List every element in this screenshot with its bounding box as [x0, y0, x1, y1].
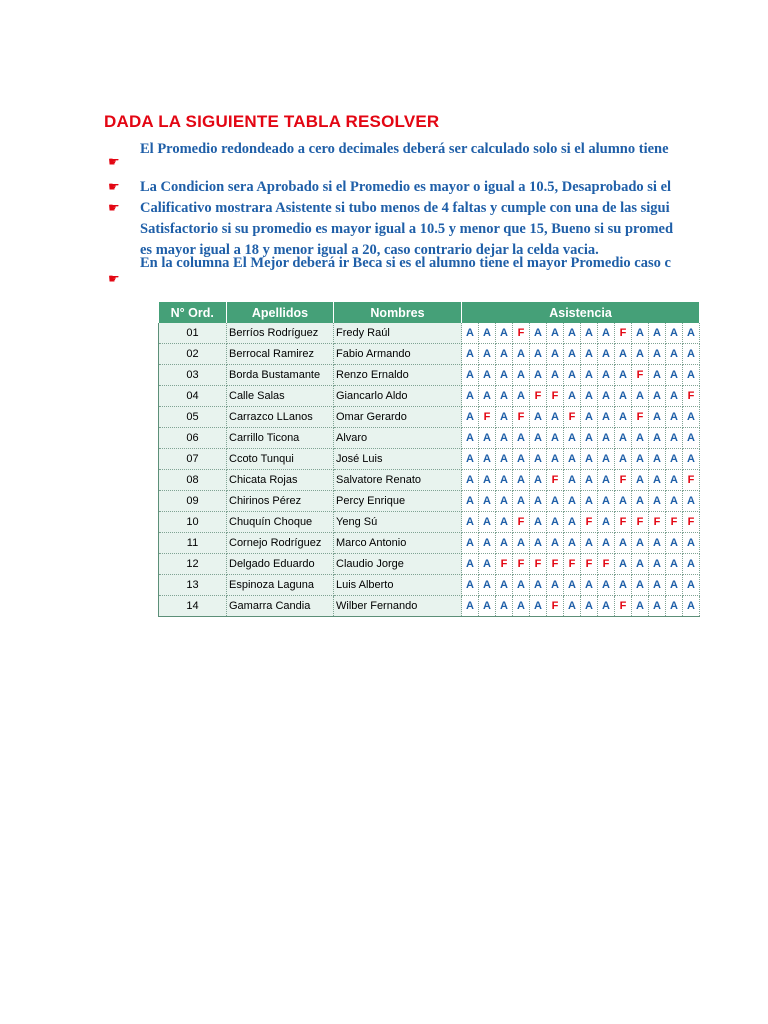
cell-attendance[interactable]: A [479, 323, 496, 344]
cell-attendance[interactable]: F [513, 512, 530, 533]
cell-attendance[interactable]: A [632, 449, 649, 470]
cell-attendance[interactable]: A [615, 365, 632, 386]
cell-attendance[interactable]: A [547, 575, 564, 596]
cell-attendance[interactable]: A [598, 512, 615, 533]
cell-attendance[interactable]: A [683, 365, 700, 386]
cell-attendance[interactable]: A [564, 365, 581, 386]
cell-last-name[interactable]: Borda Bustamante [227, 365, 334, 386]
cell-attendance[interactable]: F [530, 386, 547, 407]
header-first-name: Nombres [334, 302, 462, 323]
cell-attendance[interactable]: A [598, 491, 615, 512]
cell-num[interactable]: 10 [159, 512, 227, 533]
bullet-text: La Condicion sera Aprobado si el Promedio es mayor o igual a 10.5, Desaprobado si el [140, 179, 672, 195]
cell-attendance[interactable]: A [513, 365, 530, 386]
cell-attendance[interactable]: A [530, 407, 547, 428]
cell-attendance[interactable]: A [649, 407, 666, 428]
cell-attendance[interactable]: A [564, 428, 581, 449]
header-last-name: Apellidos [227, 302, 334, 323]
cell-attendance[interactable]: A [496, 365, 513, 386]
cell-attendance[interactable]: A [666, 554, 683, 575]
cell-attendance[interactable]: A [615, 491, 632, 512]
cell-num[interactable]: 12 [159, 554, 227, 575]
cell-attendance[interactable]: A [547, 512, 564, 533]
cell-attendance[interactable]: A [666, 596, 683, 617]
cell-attendance[interactable]: A [479, 386, 496, 407]
cell-attendance[interactable]: A [598, 407, 615, 428]
header-attendance: Asistencia [462, 302, 700, 323]
bullet-text: es mayor igual a 18 y menor igual a 20, caso contrario dejar la celda vacia. [140, 242, 599, 258]
cell-attendance[interactable]: A [462, 554, 479, 575]
cell-attendance[interactable]: A [615, 344, 632, 365]
cell-attendance[interactable]: A [496, 407, 513, 428]
pointing-hand-icon: ☛ [108, 201, 120, 216]
cell-attendance[interactable]: A [462, 449, 479, 470]
cell-last-name[interactable]: Carrillo Ticona [227, 428, 334, 449]
cell-attendance[interactable]: A [581, 365, 598, 386]
table-row [159, 512, 700, 533]
cell-attendance[interactable]: A [666, 491, 683, 512]
cell-attendance[interactable]: A [649, 575, 666, 596]
cell-attendance[interactable]: A [598, 344, 615, 365]
cell-num[interactable]: 14 [159, 596, 227, 617]
cell-attendance[interactable]: A [530, 491, 547, 512]
cell-attendance[interactable]: A [666, 575, 683, 596]
page-title: DADA LA SIGUIENTE TABLA RESOLVER [104, 112, 440, 131]
cell-attendance[interactable]: F [581, 512, 598, 533]
table-row [159, 533, 700, 554]
table-row [159, 428, 700, 449]
cell-attendance[interactable]: A [462, 575, 479, 596]
cell-attendance[interactable]: A [530, 428, 547, 449]
cell-first-name[interactable]: Omar Gerardo [334, 407, 462, 428]
cell-attendance[interactable]: A [632, 491, 649, 512]
cell-attendance[interactable]: A [581, 386, 598, 407]
cell-first-name[interactable]: Salvatore Renato [334, 470, 462, 491]
cell-attendance[interactable]: A [581, 491, 598, 512]
cell-attendance[interactable]: A [615, 554, 632, 575]
cell-num[interactable]: 07 [159, 449, 227, 470]
cell-attendance[interactable]: A [615, 428, 632, 449]
cell-attendance[interactable]: F [598, 554, 615, 575]
cell-attendance[interactable]: A [581, 407, 598, 428]
cell-attendance[interactable]: A [598, 449, 615, 470]
cell-attendance[interactable]: A [547, 407, 564, 428]
cell-first-name[interactable]: Yeng Sú [334, 512, 462, 533]
cell-attendance[interactable]: A [496, 323, 513, 344]
cell-attendance[interactable]: A [615, 575, 632, 596]
cell-attendance[interactable]: A [683, 596, 700, 617]
cell-first-name[interactable]: Wilber Fernando [334, 596, 462, 617]
cell-attendance[interactable]: A [666, 533, 683, 554]
cell-first-name[interactable]: José Luis [334, 449, 462, 470]
cell-first-name[interactable]: Marco Antonio [334, 533, 462, 554]
instructions-list [108, 141, 692, 287]
cell-attendance[interactable]: F [513, 554, 530, 575]
cell-attendance[interactable]: A [581, 323, 598, 344]
cell-attendance[interactable]: A [547, 323, 564, 344]
cell-attendance[interactable]: A [632, 428, 649, 449]
cell-num[interactable]: 11 [159, 533, 227, 554]
cell-attendance[interactable]: F [632, 365, 649, 386]
cell-attendance[interactable]: F [666, 512, 683, 533]
cell-attendance[interactable]: A [598, 386, 615, 407]
cell-attendance[interactable]: A [564, 449, 581, 470]
cell-attendance[interactable]: A [564, 512, 581, 533]
bullet-text: Calificativo mostrara Asistente si tubo menos de 4 faltas y cumple con una de las sigui [140, 200, 670, 216]
attendance-sheet [158, 302, 708, 622]
cell-attendance[interactable]: A [530, 470, 547, 491]
cell-attendance[interactable]: A [513, 596, 530, 617]
cell-attendance[interactable]: A [598, 533, 615, 554]
cell-attendance[interactable]: A [496, 470, 513, 491]
cell-attendance[interactable]: A [530, 575, 547, 596]
table-row [159, 386, 700, 407]
cell-attendance[interactable]: A [462, 596, 479, 617]
cell-attendance[interactable]: F [513, 323, 530, 344]
cell-attendance[interactable]: A [496, 344, 513, 365]
cell-attendance[interactable]: F [547, 596, 564, 617]
cell-attendance[interactable]: A [513, 533, 530, 554]
table-row [159, 323, 700, 344]
cell-attendance[interactable]: A [598, 428, 615, 449]
cell-first-name[interactable]: Luis Alberto [334, 575, 462, 596]
cell-attendance[interactable]: A [479, 449, 496, 470]
cell-last-name[interactable]: Berríos Rodríguez [227, 323, 334, 344]
cell-last-name[interactable]: Chuquín Choque [227, 512, 334, 533]
cell-attendance[interactable]: A [632, 533, 649, 554]
cell-attendance[interactable]: A [581, 575, 598, 596]
cell-attendance[interactable]: A [666, 470, 683, 491]
cell-attendance[interactable]: A [496, 512, 513, 533]
cell-attendance[interactable]: A [547, 365, 564, 386]
cell-num[interactable]: 05 [159, 407, 227, 428]
cell-attendance[interactable]: A [530, 365, 547, 386]
cell-attendance[interactable]: A [632, 575, 649, 596]
cell-attendance[interactable]: A [564, 323, 581, 344]
cell-attendance[interactable]: A [649, 323, 666, 344]
cell-last-name[interactable]: Berrocal Ramirez [227, 344, 334, 365]
cell-attendance[interactable]: A [496, 533, 513, 554]
cell-attendance[interactable]: A [683, 449, 700, 470]
cell-attendance[interactable]: A [581, 470, 598, 491]
table-row [159, 491, 700, 512]
cell-attendance[interactable]: A [462, 323, 479, 344]
cell-attendance[interactable]: A [615, 449, 632, 470]
cell-last-name[interactable]: Cornejo Rodríguez [227, 533, 334, 554]
cell-attendance[interactable]: A [598, 365, 615, 386]
cell-attendance[interactable]: A [666, 323, 683, 344]
table-row [159, 470, 700, 491]
cell-attendance[interactable]: A [496, 596, 513, 617]
bullet-item [108, 177, 692, 198]
cell-attendance[interactable]: A [666, 449, 683, 470]
cell-last-name[interactable]: Delgado Eduardo [227, 554, 334, 575]
cell-attendance[interactable]: A [462, 386, 479, 407]
cell-attendance[interactable]: A [479, 554, 496, 575]
pointing-hand-icon: ☛ [108, 272, 120, 287]
cell-attendance[interactable]: A [530, 596, 547, 617]
cell-attendance[interactable]: A [462, 428, 479, 449]
cell-attendance[interactable]: F [632, 512, 649, 533]
cell-attendance[interactable]: A [564, 575, 581, 596]
cell-attendance[interactable]: A [462, 407, 479, 428]
cell-attendance[interactable]: F [564, 407, 581, 428]
table-row [159, 449, 700, 470]
table-row [159, 554, 700, 575]
cell-first-name[interactable]: Percy Enrique [334, 491, 462, 512]
pointing-hand-icon: ☛ [108, 155, 120, 170]
cell-attendance[interactable]: A [683, 554, 700, 575]
cell-attendance[interactable]: A [615, 386, 632, 407]
cell-attendance[interactable]: A [683, 428, 700, 449]
cell-first-name[interactable]: Renzo Ernaldo [334, 365, 462, 386]
bullet-text: Satisfactorio si su promedio es mayor igual a 10.5 y menor que 15, Bueno si su promed [140, 221, 674, 237]
cell-attendance[interactable]: A [547, 449, 564, 470]
cell-attendance[interactable]: A [649, 365, 666, 386]
bullet-text: En la columna El Mejor deberá ir Beca si es el alumno tiene el mayor Promedio caso c [140, 255, 671, 271]
cell-attendance[interactable]: A [530, 344, 547, 365]
cell-attendance[interactable]: A [513, 575, 530, 596]
cell-attendance[interactable]: A [683, 344, 700, 365]
cell-num[interactable]: 08 [159, 470, 227, 491]
cell-attendance[interactable]: A [496, 491, 513, 512]
cell-last-name[interactable]: Chirinos Pérez [227, 491, 334, 512]
cell-attendance[interactable]: A [547, 533, 564, 554]
cell-attendance[interactable]: A [564, 596, 581, 617]
cell-attendance[interactable]: A [530, 533, 547, 554]
cell-attendance[interactable]: A [513, 428, 530, 449]
bullet-text: El Promedio redondeado a cero decimales deberá ser calculado solo si el alumno tiene [140, 141, 669, 157]
cell-last-name[interactable]: Espinoza Laguna [227, 575, 334, 596]
cell-attendance[interactable]: A [649, 386, 666, 407]
cell-attendance[interactable]: A [462, 365, 479, 386]
cell-attendance[interactable]: A [479, 512, 496, 533]
cell-attendance[interactable]: F [632, 407, 649, 428]
cell-attendance[interactable]: A [496, 428, 513, 449]
cell-attendance[interactable]: A [666, 365, 683, 386]
cell-attendance[interactable]: A [649, 344, 666, 365]
cell-num[interactable]: 03 [159, 365, 227, 386]
cell-attendance[interactable]: A [683, 491, 700, 512]
cell-attendance[interactable]: A [598, 470, 615, 491]
cell-first-name[interactable]: Claudio Jorge [334, 554, 462, 575]
cell-attendance[interactable]: A [632, 470, 649, 491]
cell-attendance[interactable]: F [615, 470, 632, 491]
cell-attendance[interactable]: F [547, 554, 564, 575]
table-header-row [159, 302, 700, 323]
cell-attendance[interactable]: A [530, 512, 547, 533]
cell-attendance[interactable]: A [479, 596, 496, 617]
cell-attendance[interactable]: A [479, 365, 496, 386]
cell-attendance[interactable]: A [649, 596, 666, 617]
cell-attendance[interactable]: F [479, 407, 496, 428]
cell-attendance[interactable]: A [479, 491, 496, 512]
cell-attendance[interactable]: A [462, 491, 479, 512]
cell-attendance[interactable]: A [632, 554, 649, 575]
cell-attendance[interactable]: A [666, 386, 683, 407]
cell-attendance[interactable]: A [479, 428, 496, 449]
bullet-item [108, 141, 692, 170]
cell-attendance[interactable]: F [547, 470, 564, 491]
bullet-item [108, 255, 692, 287]
cell-attendance[interactable]: A [564, 470, 581, 491]
cell-attendance[interactable]: A [581, 596, 598, 617]
cell-attendance[interactable]: A [666, 344, 683, 365]
cell-attendance[interactable]: A [683, 323, 700, 344]
cell-attendance[interactable]: F [615, 596, 632, 617]
cell-attendance[interactable]: A [479, 470, 496, 491]
cell-attendance[interactable]: A [564, 491, 581, 512]
cell-attendance[interactable]: F [683, 386, 700, 407]
table-row [159, 344, 700, 365]
cell-attendance[interactable]: A [581, 428, 598, 449]
cell-attendance[interactable]: A [513, 491, 530, 512]
cell-attendance[interactable]: A [649, 491, 666, 512]
cell-attendance[interactable]: F [547, 386, 564, 407]
cell-last-name[interactable]: Ccoto Tunqui [227, 449, 334, 470]
cell-attendance[interactable]: A [649, 554, 666, 575]
cell-attendance[interactable]: A [496, 386, 513, 407]
cell-attendance[interactable]: A [581, 344, 598, 365]
bullet-item [108, 198, 692, 219]
cell-last-name[interactable]: Gamarra Candia [227, 596, 334, 617]
cell-attendance[interactable]: A [513, 470, 530, 491]
cell-attendance[interactable]: A [564, 344, 581, 365]
cell-first-name[interactable]: Giancarlo Aldo [334, 386, 462, 407]
cell-last-name[interactable]: Carrazco LLanos [227, 407, 334, 428]
cell-attendance[interactable]: A [462, 512, 479, 533]
cell-attendance[interactable]: A [598, 596, 615, 617]
cell-attendance[interactable]: A [479, 575, 496, 596]
cell-attendance[interactable]: F [581, 554, 598, 575]
cell-attendance[interactable]: A [496, 575, 513, 596]
cell-attendance[interactable]: A [632, 344, 649, 365]
cell-attendance[interactable]: F [683, 512, 700, 533]
cell-attendance[interactable]: A [683, 407, 700, 428]
cell-attendance[interactable]: A [649, 533, 666, 554]
bullet-item-continuation [108, 219, 692, 240]
cell-attendance[interactable]: A [530, 449, 547, 470]
cell-attendance[interactable]: F [615, 512, 632, 533]
cell-attendance[interactable]: A [683, 533, 700, 554]
cell-first-name[interactable]: Alvaro [334, 428, 462, 449]
cell-attendance[interactable]: A [462, 533, 479, 554]
cell-attendance[interactable]: A [666, 407, 683, 428]
cell-attendance[interactable]: A [479, 533, 496, 554]
table-row [159, 407, 700, 428]
cell-last-name[interactable]: Chicata Rojas [227, 470, 334, 491]
table-row [159, 575, 700, 596]
cell-num[interactable]: 02 [159, 344, 227, 365]
cell-last-name[interactable]: Calle Salas [227, 386, 334, 407]
cell-attendance[interactable]: A [547, 428, 564, 449]
cell-attendance[interactable]: F [496, 554, 513, 575]
cell-attendance[interactable]: A [564, 386, 581, 407]
cell-attendance[interactable]: A [513, 449, 530, 470]
header-num: N° Ord. [159, 302, 227, 323]
cell-attendance[interactable]: A [513, 386, 530, 407]
cell-attendance[interactable]: A [615, 407, 632, 428]
cell-first-name[interactable]: Fabio Armando [334, 344, 462, 365]
cell-attendance[interactable]: A [666, 428, 683, 449]
cell-attendance[interactable]: F [649, 512, 666, 533]
table-row [159, 365, 700, 386]
cell-attendance[interactable]: F [564, 554, 581, 575]
cell-attendance[interactable]: A [632, 596, 649, 617]
cell-attendance[interactable]: A [683, 575, 700, 596]
pointing-hand-icon: ☛ [108, 180, 120, 195]
cell-attendance[interactable]: A [564, 533, 581, 554]
cell-attendance[interactable]: A [479, 344, 496, 365]
cell-attendance[interactable]: A [615, 533, 632, 554]
attendance-table [158, 302, 700, 617]
cell-attendance[interactable]: A [598, 323, 615, 344]
cell-attendance[interactable]: A [649, 428, 666, 449]
cell-attendance[interactable]: A [462, 344, 479, 365]
cell-attendance[interactable]: A [462, 470, 479, 491]
cell-attendance[interactable]: A [581, 449, 598, 470]
cell-attendance[interactable]: A [530, 323, 547, 344]
cell-attendance[interactable]: F [615, 323, 632, 344]
cell-num[interactable]: 06 [159, 428, 227, 449]
cell-attendance[interactable]: A [632, 386, 649, 407]
cell-num[interactable]: 01 [159, 323, 227, 344]
cell-attendance[interactable]: A [598, 575, 615, 596]
cell-attendance[interactable]: A [496, 449, 513, 470]
cell-first-name[interactable]: Fredy Raúl [334, 323, 462, 344]
cell-attendance[interactable]: A [581, 533, 598, 554]
cell-attendance[interactable]: F [683, 470, 700, 491]
cell-attendance[interactable]: A [547, 344, 564, 365]
cell-num[interactable]: 13 [159, 575, 227, 596]
cell-num[interactable]: 09 [159, 491, 227, 512]
cell-attendance[interactable]: A [649, 470, 666, 491]
cell-attendance[interactable]: F [530, 554, 547, 575]
cell-num[interactable]: 04 [159, 386, 227, 407]
cell-attendance[interactable]: A [632, 323, 649, 344]
table-row [159, 596, 700, 617]
cell-attendance[interactable]: A [649, 449, 666, 470]
cell-attendance[interactable]: A [547, 491, 564, 512]
cell-attendance[interactable]: F [513, 407, 530, 428]
cell-attendance[interactable]: A [513, 344, 530, 365]
